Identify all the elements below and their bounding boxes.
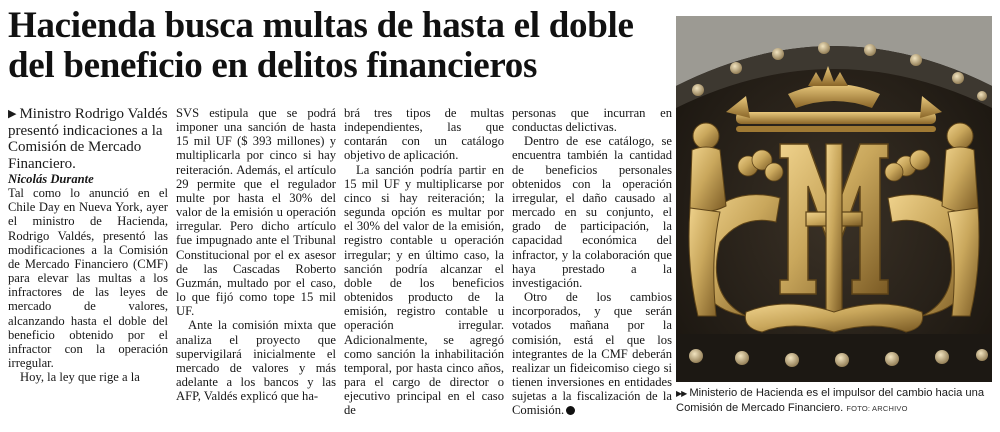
- article-column-4: [512, 106, 672, 417]
- article-column-1: [8, 106, 168, 384]
- article-column-3: [344, 106, 504, 417]
- paragraph: brá tres tipos de multas independientes, las que contarán con un catálogo objetivo de aplicación.: [344, 106, 504, 163]
- article-photo: [676, 16, 992, 382]
- paragraph: personas que incurran en conductas delictivas.: [512, 106, 672, 135]
- paragraph: Hoy, la ley que rige a la: [20, 370, 140, 385]
- caption-arrows-icon: ▶▶: [676, 389, 687, 398]
- article-summary: [8, 106, 168, 172]
- photo-credit: FOTO: ARCHIVO: [846, 404, 908, 413]
- article-column-2: [176, 106, 336, 403]
- hacienda-emblem-illustration: [676, 16, 992, 382]
- paragraph-text: Otro de los cambios incorporados, y que serán votados mañana por la comisión, está el que los integrantes de la CMF deberán realizar un fideicomiso ciego si tienen inversiones en entidades sujetas a la fiscalización de la Comisión.: [512, 290, 672, 418]
- summary-text: Ministro Rodrigo Valdés presentó indicaciones a la Comisión de Mercado Financiero.: [8, 106, 168, 172]
- byline: Nicolás Durante: [8, 172, 94, 186]
- paragraph: Ante la comisión mixta que analiza el proyecto que supervigilará inicialmente el mercado de valores y más adelante a los bancos y las AFP, Valdés explicó que ha-: [176, 318, 336, 404]
- paragraph: Tal como lo anunció en el Chile Day en Nueva York, ayer el ministro de Hacienda, Rodrigo Valdés, presentó las modificaciones a la Comisión de Mercado Financiero (CMF) para elevar las multas a los infractores de las leyes de mercado de valores, alcanzando hasta el doble del beneficio obtenido por el infractor con la operación irregular.: [8, 186, 168, 371]
- headline-line-2: del beneficio en delitos financieros: [8, 45, 538, 86]
- headline: [8, 6, 668, 86]
- paragraph: SVS estipula que se podrá imponer una sanción de hasta 15 mil UF ($ 393 millones) y multiplicarla por cinco si hay reiteración. Además, el artículo 29 permite que el regulador multe por hasta el 30% del valor de la emisión u operación irregular. Pero dicho artículo fue impugnado ante el Tribunal Constitucional por el ex asesor de las Cascadas Roberto Guzmán, multado por el caso, lo que fijó como tope 15 mil UF.: [176, 106, 336, 319]
- photo-caption: [676, 386, 994, 416]
- end-mark-icon: [566, 406, 575, 415]
- bullet-triangle-icon: ▶: [8, 108, 17, 120]
- headline-line-1: Hacienda busca multas de hasta el doble: [8, 5, 634, 46]
- paragraph: [512, 290, 672, 417]
- caption-text: Ministerio de Hacienda es el impulsor del cambio hacia una Comisión de Mercado Financiero.: [676, 387, 985, 414]
- paragraph: La sanción podría partir en 15 mil UF y multiplicarse por cinco si hay reiteración; la segunda opción es multar por el 30% del valor de la emisión, registro contable u operación irregular; y en último caso, la sanción podría alcanzar el doble de los beneficios obtenidos producto de la emisión, registro contable u operación irregular. Adicionalmente, se agregó como sanción la inhabilitación temporal, por hasta cinco años, para el cargo de director o ejecutivo principal en el caso de: [344, 162, 504, 418]
- paragraph: Dentro de ese catálogo, se encuentra también la cantidad de beneficios personales obtenidos con la operación irregular, el daño causado al mercado en su conjunto, el grado de participación, la capacidad económica del infractor, y la colaboración que haya prestado a la investigación.: [512, 134, 672, 290]
